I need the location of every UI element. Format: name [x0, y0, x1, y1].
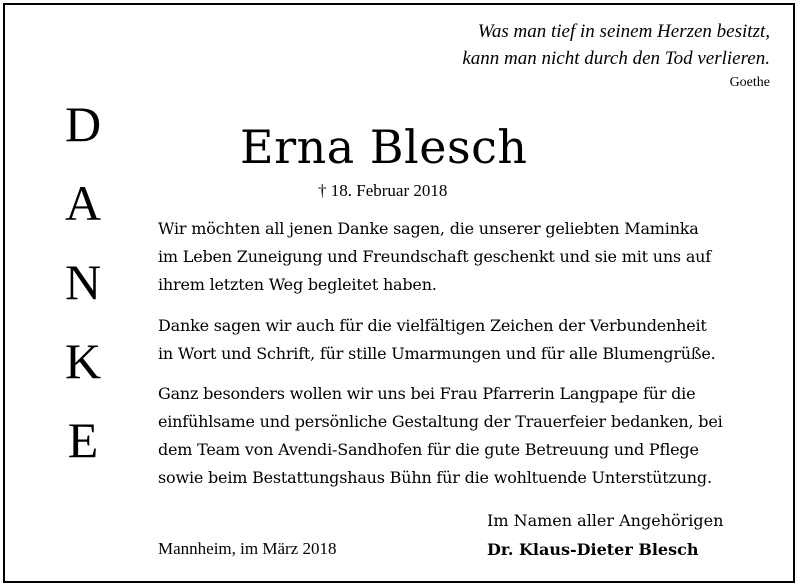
- death-date: † 18. Februar 2018: [318, 181, 448, 200]
- deceased-name: Erna Blesch: [240, 120, 528, 174]
- quote-author: Goethe: [729, 75, 770, 90]
- thanks-paragraph-2: [158, 312, 788, 368]
- danke-vertical: [58, 85, 108, 480]
- text-line: einfühlsame und persönliche Gestaltung der Trauerfeier bedanken, bei: [158, 412, 723, 431]
- text-line: im Leben Zuneigung und Freundschaft geschenkt und sie mit uns auf: [158, 247, 711, 266]
- quote: [462, 18, 770, 72]
- danke-letter: D: [64, 96, 102, 152]
- danke-letter: K: [64, 333, 102, 389]
- quote-line: Was man tief in seinem Herzen besitzt,: [477, 21, 770, 42]
- text-line: Ganz besonders wollen wir uns bei Frau Pfarrerin Langpape für die: [158, 384, 696, 403]
- quote-line: kann man nicht durch den Tod verlieren.: [462, 48, 770, 69]
- signature-name: Dr. Klaus-Dieter Blesch: [487, 540, 699, 559]
- danke-letter: A: [64, 175, 102, 231]
- text-line: Wir möchten all jenen Danke sagen, die unserer geliebten Maminka: [158, 219, 699, 238]
- text-line: in Wort und Schrift, für stille Umarmungen und für alle Blumengrüße.: [158, 344, 716, 363]
- text-line: ihrem letzten Weg begleitet haben.: [158, 275, 437, 294]
- signature-intro: Im Namen aller Angehörigen: [487, 511, 724, 530]
- text-line: sowie beim Bestattungshaus Bühn für die wohltuende Unterstützung.: [158, 468, 712, 487]
- text-line: dem Team von Avendi-Sandhofen für die gute Betreuung und Pflege: [158, 440, 699, 459]
- place-date: Mannheim, im März 2018: [158, 539, 337, 558]
- thanks-paragraph-3: [158, 380, 788, 492]
- text-line: Danke sagen wir auch für die vielfältigen Zeichen der Verbundenheit: [158, 316, 707, 335]
- thanks-paragraph-1: [158, 215, 788, 299]
- danke-letter: N: [64, 254, 102, 310]
- danke-letter: E: [67, 412, 99, 468]
